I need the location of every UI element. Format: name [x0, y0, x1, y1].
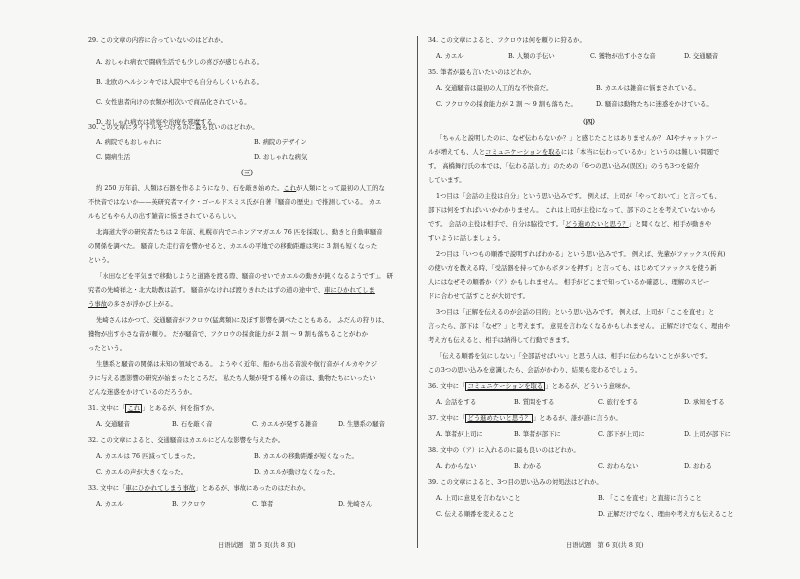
passage-line: 1つ目は「会話の主役は自分」という思い込みです。 例えば、上司が「やっておいて」と言っても、 [436, 193, 721, 200]
option-d[interactable]: D. 上司が部下に [684, 431, 731, 438]
passage-line: ったという。 [88, 345, 127, 352]
option-d[interactable]: D. カエルが動けなくなった。 [254, 469, 340, 476]
option-b[interactable]: B. カエルの移動距離が短くなった。 [254, 453, 358, 460]
passage-line: ルが増えても、人とコミュニケーションを取るには「本当に伝わっているか」というのは難しい問題で [428, 149, 720, 156]
option-c[interactable]: C. カエルの声が大きくなった。 [96, 469, 188, 476]
question-stem: 35. 筆者が最も言いたいのはどれか。 [428, 69, 536, 76]
option-b[interactable]: B. わかる [514, 463, 542, 470]
option-d[interactable]: D. 交通騒音 [684, 53, 719, 60]
option-d[interactable]: D. 先崎さん [338, 501, 373, 508]
option-d[interactable]: D. おしゃれな病気 [254, 154, 308, 161]
question-stem: 31. 文中に「 これ 」とあるが、何を指すか。 [88, 405, 219, 412]
passage-line: という。 [88, 257, 114, 264]
option-d[interactable]: D. 正解だけでなく、理由や考え方も伝えること [598, 511, 734, 518]
option-a[interactable]: A. 上司に意見を言わないこと [436, 495, 521, 502]
question-stem: 36. 文中に「 コミュニケーションを取る 」とあるが、どういう意味か。 [428, 383, 635, 390]
option-c[interactable]: C. 伝える順番を変えること [436, 511, 515, 518]
passage-line: すいように話しましょう。 [428, 235, 505, 242]
passage-line: う事故の多さが浮かび上がる。 [88, 301, 177, 308]
underlined-term: これ [283, 185, 297, 192]
option-a[interactable]: A. わからない [436, 463, 477, 470]
passage-line: 不快音ではないか——英研究者マイク・ゴールドスミス氏が自著『騒音の歴史』で推測している。 カエ [88, 199, 382, 206]
question-stem: 39. この文章によると、3つ目の思い込みの対処法はどれか。 [428, 479, 603, 486]
option-d[interactable]: D. おしゃれ病衣は診察や治療を邪魔する。 [96, 119, 220, 126]
option-a[interactable]: A. 病院でもおしゃれに [96, 139, 162, 146]
passage-line: 2つ目は「いつもの順番で説明すればわかる」という思い込みです。 例えば、先輩がファックス(传真) [436, 251, 726, 258]
passage-line: ドに合わせて話すことが大切です。 [428, 293, 529, 300]
question-stem: 33. 文中に「車にひかれてしまう事故」とあるが、事故にあったのはだれか。 [88, 485, 310, 492]
passage-line: 考え方も伝えると、相手は納得して行動できます。 [428, 337, 574, 344]
option-b[interactable]: B. 北欧のヘルシンキでは入院中でも自分らしくいられる。 [96, 79, 263, 86]
option-b[interactable]: B. 病院のデザイン [254, 139, 307, 146]
option-c[interactable]: C. カエルが発する雑音 [252, 421, 318, 428]
passage-line: 北海道大学の研究者たちは 2 年前、札幌市内でニホンアマガエル 76 匹を採取し、動きと自動車騒音 [96, 229, 383, 236]
option-d[interactable]: D. 承知をする [684, 399, 725, 406]
option-b[interactable]: B. 「ここを直せ」と直接に言うこと [598, 495, 702, 502]
passage-line: の使い方を教える時、「受話器を持ってからボタンを押す」と言っても、はじめてファックスを使う新 [428, 265, 717, 272]
underlined-term: コミュニケーションを取る [485, 149, 561, 156]
section-heading: （三） [237, 170, 257, 177]
option-b[interactable]: B. 石を敲く音 [172, 421, 213, 428]
question-stem: 29. この文章の内容に合っていないのはどれか。 [88, 37, 227, 44]
option-a[interactable]: A. カエル [436, 53, 464, 60]
option-c[interactable]: C. フクロウの採食能力が 2 割 ～ 9 割も落ちた。 [436, 101, 577, 108]
option-d[interactable]: D. おわる [684, 463, 712, 470]
passage-line: です。 会話の主役は相手で、自分は脇役です。「どう進めたいと思う？」と聞くなど、相手が動きや [428, 221, 712, 228]
section-heading: （四） [579, 119, 599, 126]
passage-line: 獲物が出す小さな音が頼り。 だが騒音で、フクロウの採食能力が 2 割 ～ 9 割も落ちることがわか [88, 331, 368, 338]
passage-line: 言ったら、部下は「なぜ？」と考えます。 意見を言わなくなるかもしれません。 正解だけでなく、理由や [428, 323, 730, 330]
passage-line: しています。 [428, 177, 466, 184]
option-b[interactable]: B. 筆者が部下に [514, 431, 561, 438]
page-footer-right: 日语试题 第 6 页(共 8 页) [566, 542, 644, 549]
passage-line: す。 高橋舞行氏の本では、「伝わる話し方」のための「6つの思い込み(误区)」のうち3つを紹介 [428, 163, 700, 170]
option-a[interactable]: A. 交通騒音 [96, 421, 130, 428]
option-a[interactable]: A. 会話をする [436, 399, 477, 406]
passage-line: の関係を調べた。 騒音した走行音を響かせると、カエルの平地での移動距離は実に 3 割も短くなった [88, 243, 378, 250]
page-divider [417, 36, 418, 548]
passage-line: 3つ目は「正解を伝えるのが会話の目的」という思い込みです。 例えば、上司が「ここを直せ」と [436, 309, 715, 316]
page-footer-left: 日语试题 第 5 页(共 8 页) [218, 542, 296, 549]
passage-line: ラに与える悪影響の研究が始まったところだ。 私たち人類が発する種々の音は、動物たちにいったい [88, 375, 376, 382]
option-d[interactable]: D. 生態系の騒音 [338, 421, 385, 428]
question-stem: 32. この文章によると、交通騒音はカエルにどんな影響を与えたか。 [88, 437, 285, 444]
question-stem: 37. 文中に「 どう進めたいと思う？ 」とあるが、誰が誰に言うか。 [428, 415, 622, 422]
option-c[interactable]: C. 部下が上司に [598, 431, 645, 438]
question-stem: 30. この文章にタイトルをつけるのに最も良いのはどれか。 [88, 124, 259, 131]
option-b[interactable]: B. カエルは雑音に悩まされている。 [596, 85, 700, 92]
option-a[interactable]: A. おしゃれ病衣で闘病生活でも少しの喜びが感じられる。 [96, 59, 264, 66]
option-c[interactable]: C. 筆者 [252, 501, 274, 508]
underlined-term: どう進めたいと思う？ [565, 221, 629, 228]
passage-line: 約 250 万年前、人類は石器を作るようになり、石を敲き始めた。これが人類にとって最初の人工的な [96, 185, 385, 192]
passage-line: 「水田などを平気まで移動しようと道路を渡る際、騒音のせいでカエルの動きが鈍くなるようです」。 研 [96, 273, 394, 280]
option-b[interactable]: B. フクロウ [172, 501, 206, 508]
passage-line: どんな迷惑をかけているのだろうか。 [88, 389, 196, 396]
passage-line: 部下は何をすればいいかわかりません。 これは上司が主役になって、部下のことを考えていないから [428, 207, 716, 214]
option-d[interactable]: D. 騒音は動物たちに迷惑をかけている。 [596, 101, 713, 108]
passage-line: 「伝える順番を気にしない」「全部話せばいい」と思う人は、相手に伝わらないことが多いです。 [436, 353, 712, 360]
option-c[interactable]: C. 獲物が出す小さな音 [590, 53, 656, 60]
passage-line: 「ちゃんと説明したのに、なぜ伝わらないか？」と感じたことはありませんか？ AIやチャットツー [436, 135, 718, 142]
passage-line: ルもどもやら人の出す雑音に悩まされているらしい。 [88, 213, 241, 220]
passage-line: 先崎さんはかつて、交通騒音がフクロウ(猛禽類)に及ぼす影響を調べたこともある。 ふだんの狩りは、 [96, 317, 389, 324]
option-b[interactable]: B. 人類の手伝い [508, 53, 555, 60]
question-stem: 38. 文中の（ア）に入れるのに最も良いのはどれか。 [428, 447, 580, 454]
option-c[interactable]: C. おわらない [598, 463, 639, 470]
option-c[interactable]: C. 闘病生活 [96, 154, 131, 161]
option-a[interactable]: A. 筆者が上司に [436, 431, 483, 438]
option-c[interactable]: C. 女性患者向けの衣類が相次いで商品化されている。 [96, 99, 251, 106]
passage-line: 究者の先崎祥之・北大助教は話す。 騒音がなければ渡りきれたはずの道の途中で、車にひかれてしま [88, 287, 375, 294]
passage-line: この3つの思い込みを意識したら、会話がかわり、結果も変わるでしょう。 [428, 367, 642, 374]
option-a[interactable]: A. カエル [96, 501, 124, 508]
option-a[interactable]: A. カエルは 76 匹減ってしまった。 [96, 453, 200, 460]
underlined-term: 車にひかれてしま [324, 287, 375, 294]
option-b[interactable]: B. 質問をする [514, 399, 555, 406]
passage-line: 人にはなぜその順番か（ア）かもしれません。 相手がどこまで知っているか確認し、理解のスピー [428, 279, 710, 286]
question-stem: 34. この文章によると、フクロウは何を頼りに狩るか。 [428, 37, 586, 44]
passage-line: 生態系と騒音の関係は未知の領域である。 ようやく近年、船から出る音波や航行音がイルカやクジ [96, 361, 378, 368]
option-a[interactable]: A. 交通騒音は最初の人工的な不快音だ。 [436, 85, 553, 92]
option-c[interactable]: C. 旅行をする [598, 399, 639, 406]
